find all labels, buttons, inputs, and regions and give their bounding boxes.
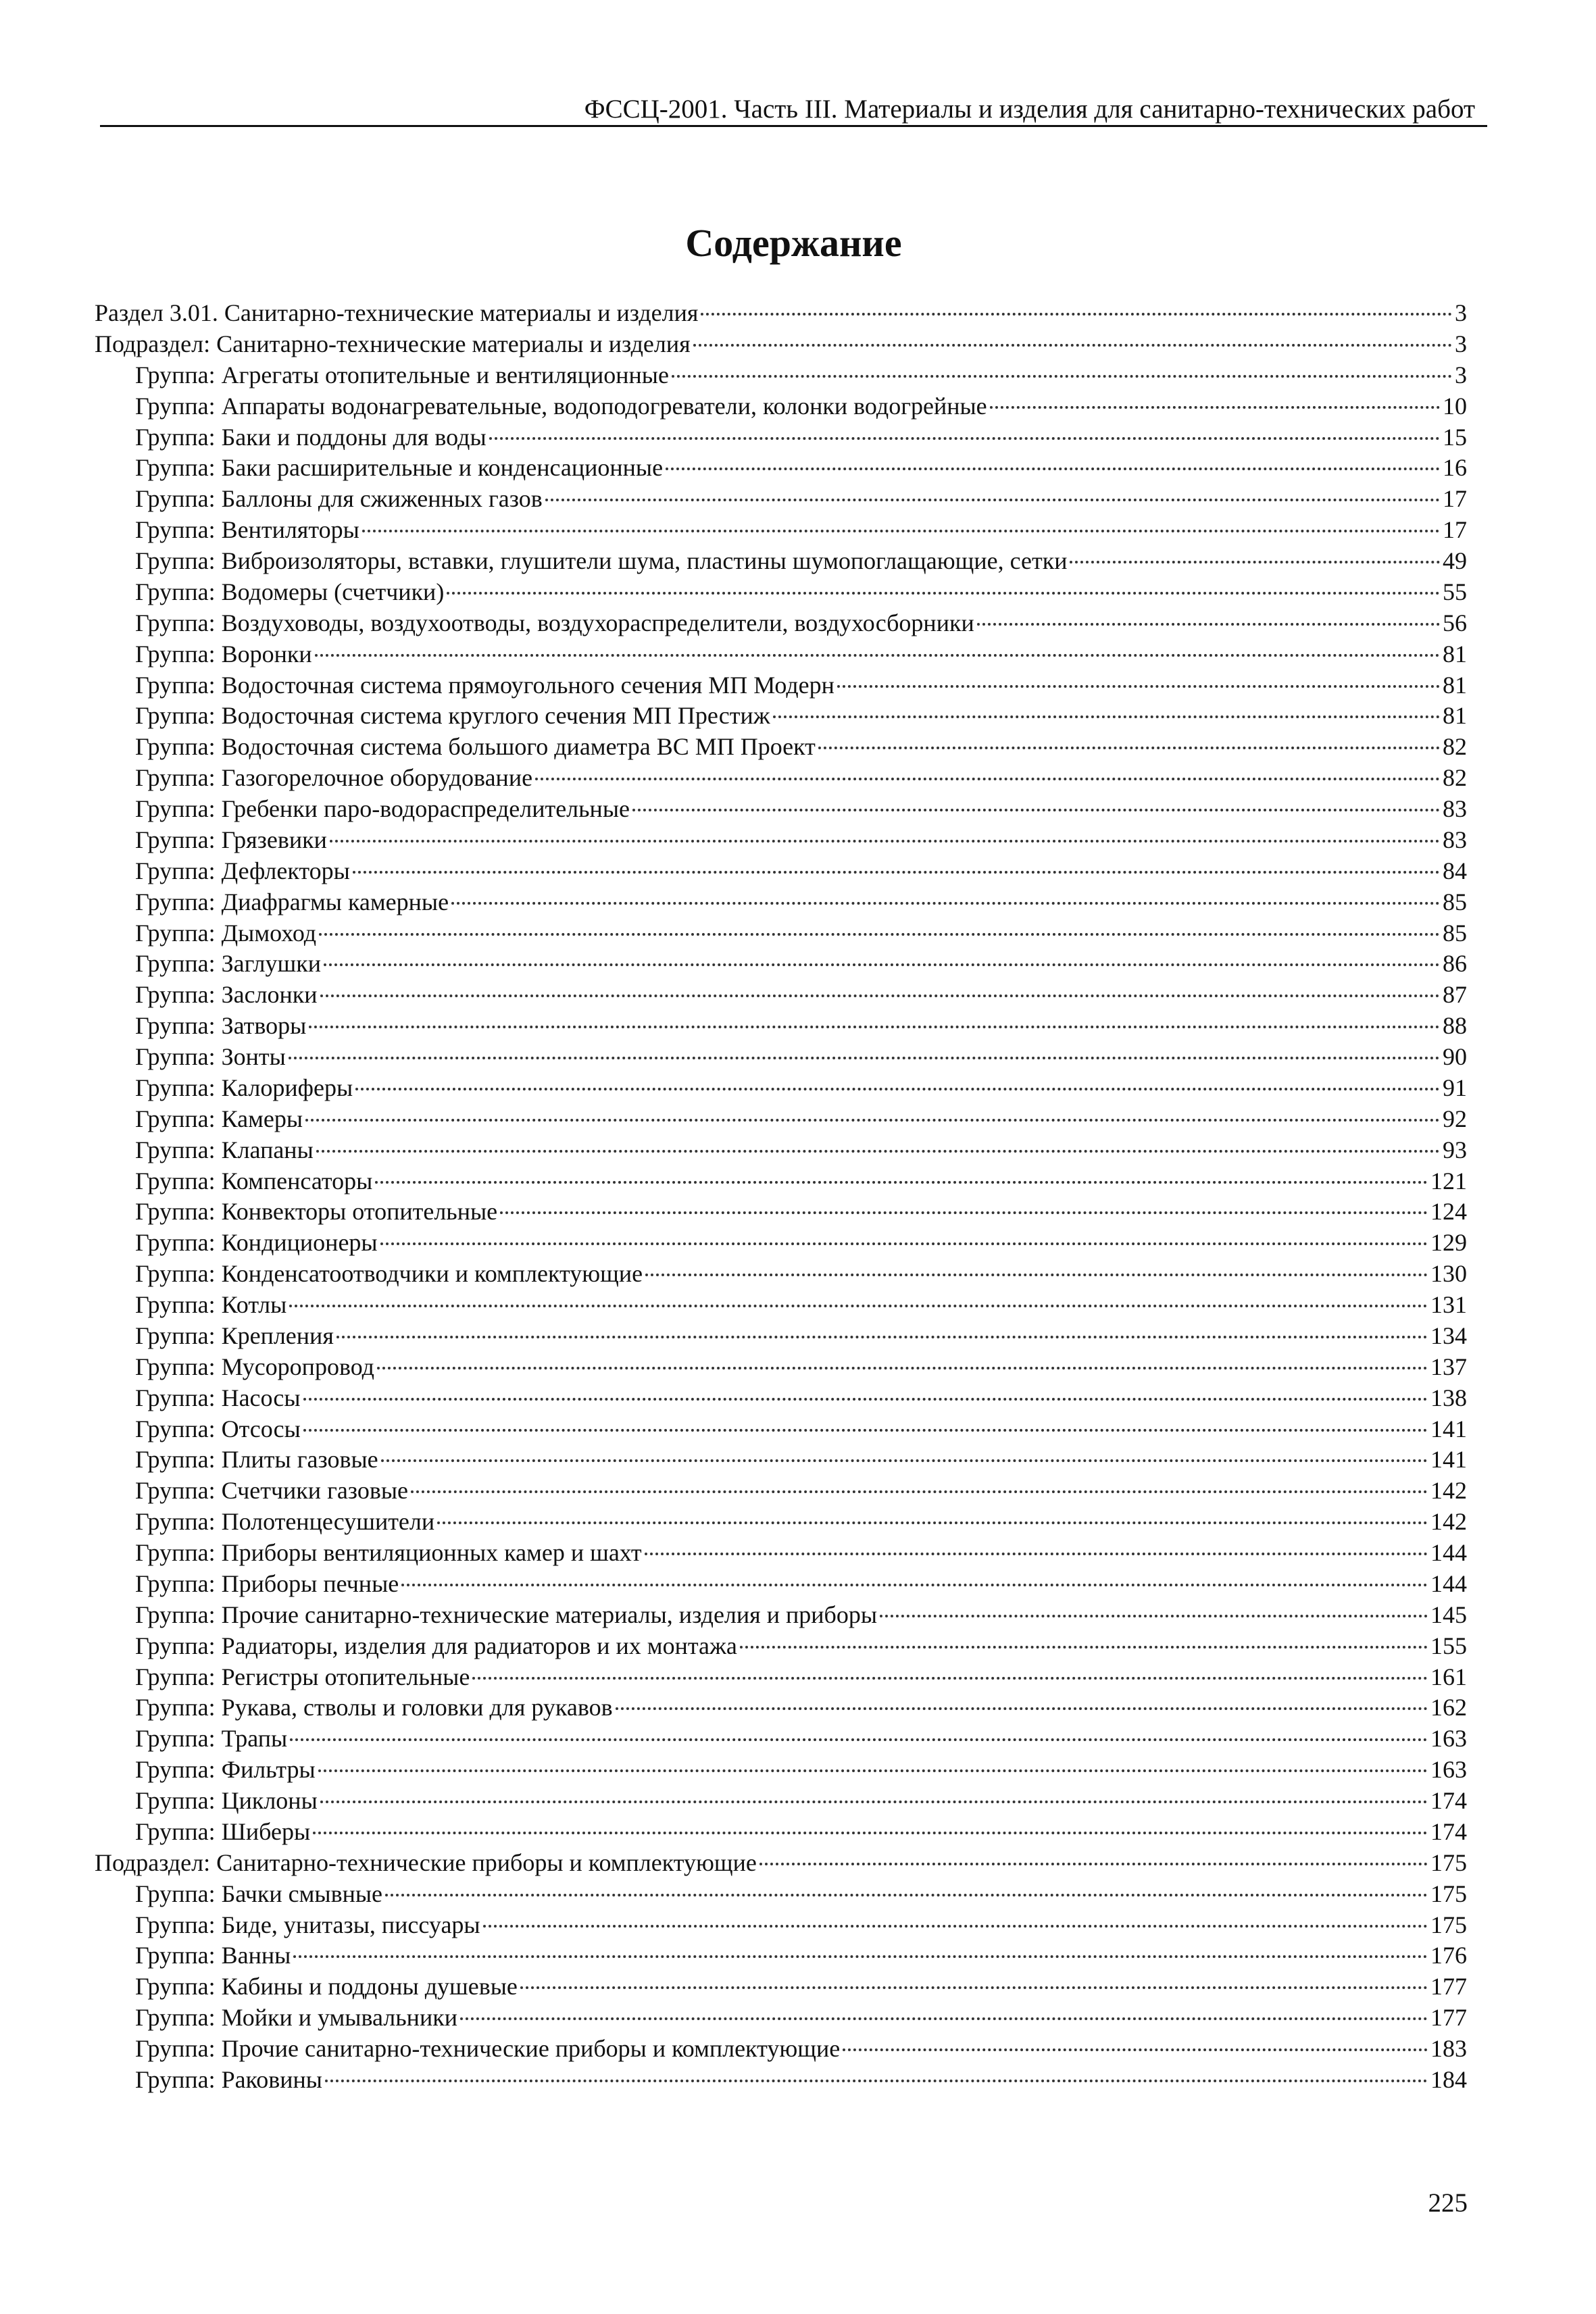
toc-entry-page: 85 <box>1443 888 1467 915</box>
toc-entry-page: 81 <box>1443 671 1467 699</box>
dot-leader <box>320 1801 1428 1803</box>
toc-entry-label: Группа: Газогорелочное оборудование <box>135 764 533 792</box>
toc-entry-label: Группа: Приборы вентиляционных камер и шахт <box>135 1539 642 1566</box>
toc-entry[interactable] <box>95 484 1467 515</box>
toc-entry-page: 175 <box>1430 1911 1467 1938</box>
toc-entry-label: Группа: Компенсаторы <box>135 1167 373 1194</box>
toc-entry-label: Группа: Аппараты водонагревательные, водоподогреватели, колонки водогрейные <box>135 392 987 420</box>
toc-entry-label: Подраздел: Санитарно-технические материалы и изделия <box>95 330 691 357</box>
dot-leader <box>500 1211 1428 1214</box>
toc-entry[interactable] <box>95 329 1467 360</box>
toc-entry[interactable] <box>95 887 1467 918</box>
toc-entry[interactable] <box>95 825 1467 856</box>
toc-entry[interactable] <box>95 546 1467 577</box>
dot-leader <box>381 1459 1428 1462</box>
dot-leader <box>353 871 1440 874</box>
dot-leader <box>336 1336 1428 1338</box>
dot-leader <box>843 2048 1428 2051</box>
toc-entry-label: Группа: Водомеры (счетчики) <box>135 578 445 605</box>
toc-entry-label: Группа: Водосточная система круглого сечения МП Престиж <box>135 702 770 730</box>
toc-entry[interactable] <box>95 608 1467 639</box>
toc-entry-page: 183 <box>1430 2035 1467 2062</box>
toc-entry-label: Группа: Раковины <box>135 2065 322 2093</box>
dot-leader <box>303 1429 1428 1432</box>
dot-leader <box>520 1986 1428 1989</box>
dot-leader <box>645 1274 1428 1276</box>
toc-entry-page: 142 <box>1430 1508 1467 1536</box>
toc-entry[interactable] <box>95 1507 1467 1538</box>
toc-entry[interactable] <box>95 1166 1467 1197</box>
toc-entry-page: 162 <box>1430 1694 1467 1721</box>
dot-leader <box>701 313 1452 316</box>
toc-entry-label: Группа: Воронки <box>135 640 312 668</box>
toc-entry[interactable] <box>95 2065 1467 2096</box>
dot-leader <box>672 375 1452 378</box>
dot-leader <box>401 1584 1428 1586</box>
toc-entry-label: Группа: Баки и поддоны для воды <box>135 423 487 451</box>
toc-entry-page: 184 <box>1430 2065 1467 2093</box>
dot-leader <box>740 1646 1428 1649</box>
toc-entry-page: 55 <box>1443 578 1467 605</box>
toc-entry[interactable] <box>95 1228 1467 1259</box>
toc-entry-label: Группа: Шиберы <box>135 1817 311 1845</box>
dot-leader <box>375 1181 1428 1184</box>
toc-entry-label: Группа: Дымоход <box>135 919 317 947</box>
toc-entry-label: Группа: Заслонки <box>135 981 318 1009</box>
toc-entry-label: Группа: Камеры <box>135 1105 303 1132</box>
toc-entry-label: Группа: Полотенцесушители <box>135 1508 435 1536</box>
toc-entry-page: 129 <box>1430 1229 1467 1257</box>
toc-entry[interactable] <box>95 1414 1467 1445</box>
toc-entry-label: Группа: Регистры отопительные <box>135 1663 470 1690</box>
toc-entry[interactable] <box>95 1662 1467 1693</box>
dot-leader <box>325 2080 1428 2082</box>
toc-entry-page: 176 <box>1430 1942 1467 1969</box>
toc-entry[interactable] <box>95 1538 1467 1569</box>
toc-entry[interactable] <box>95 391 1467 422</box>
toc-entry[interactable] <box>95 1971 1467 2003</box>
toc-entry[interactable] <box>95 1940 1467 1971</box>
dot-leader <box>837 685 1440 688</box>
toc-entry-page: 85 <box>1443 919 1467 947</box>
toc-entry-page: 86 <box>1443 950 1467 978</box>
toc-entry-label: Группа: Прочие санитарно-технические приборы и комплектующие <box>135 2035 841 2062</box>
dot-leader <box>645 1553 1428 1555</box>
toc-entry-page: 81 <box>1443 640 1467 668</box>
toc-entry-page: 174 <box>1430 1787 1467 1814</box>
toc-entry[interactable] <box>95 1290 1467 1321</box>
toc-entry-page: 3 <box>1455 299 1467 326</box>
toc-entry[interactable] <box>95 1444 1467 1476</box>
toc-entry-page: 130 <box>1430 1260 1467 1288</box>
toc-entry-label: Группа: Приборы печные <box>135 1569 399 1597</box>
dot-leader <box>303 1398 1428 1401</box>
toc-entry-page: 131 <box>1430 1291 1467 1318</box>
toc-entry-label: Группа: Мойки и умывальники <box>135 2004 457 2032</box>
toc-entry-label: Группа: Заглушки <box>135 950 321 978</box>
toc-entry-page: 124 <box>1430 1198 1467 1226</box>
toc-entry-label: Группа: Крепления <box>135 1322 334 1349</box>
dot-leader <box>385 1894 1428 1896</box>
toc-entry-label: Группа: Зонты <box>135 1043 286 1070</box>
dot-leader <box>313 1832 1428 1834</box>
toc-entry-label: Группа: Плиты газовые <box>135 1446 378 1474</box>
toc-entry-page: 174 <box>1430 1817 1467 1845</box>
dot-leader <box>289 1057 1440 1059</box>
toc-entry[interactable] <box>95 577 1467 608</box>
toc-entry-page: 142 <box>1430 1477 1467 1505</box>
toc-entry-label: Подраздел: Санитарно-технические приборы и комплектующие <box>95 1848 757 1876</box>
dot-leader <box>460 2017 1428 2020</box>
toc-entry-page: 81 <box>1443 702 1467 730</box>
toc-entry[interactable] <box>95 298 1467 329</box>
toc-entry[interactable] <box>95 1600 1467 1631</box>
toc-entry[interactable] <box>95 1073 1467 1104</box>
toc-entry-label: Группа: Мусоропровод <box>135 1353 374 1380</box>
toc-entry-page: 17 <box>1443 485 1467 513</box>
toc-entry-label: Группа: Радиаторы, изделия для радиаторов и их монтажа <box>135 1632 737 1659</box>
page-title: Содержание <box>685 221 902 265</box>
toc-entry-page: 144 <box>1430 1569 1467 1597</box>
dot-leader <box>362 530 1440 532</box>
dot-leader <box>451 902 1440 905</box>
toc-entry[interactable] <box>95 1569 1467 1600</box>
toc-entry[interactable] <box>95 1476 1467 1507</box>
toc-entry[interactable] <box>95 1011 1467 1042</box>
toc-entry-page: 10 <box>1443 392 1467 420</box>
toc-entry[interactable] <box>95 949 1467 980</box>
dot-leader <box>472 1677 1428 1680</box>
toc-entry-label: Группа: Баллоны для сжиженных газов <box>135 485 543 513</box>
dot-leader <box>437 1521 1428 1524</box>
toc-entry-label: Группа: Отсосы <box>135 1415 301 1442</box>
toc-entry-label: Группа: Калориферы <box>135 1074 353 1101</box>
dot-leader <box>330 840 1440 842</box>
dot-leader <box>319 933 1440 936</box>
toc-entry-label: Группа: Котлы <box>135 1291 287 1318</box>
toc-entry[interactable] <box>95 1817 1467 1848</box>
dot-leader <box>309 1026 1440 1028</box>
toc-entry-page: 141 <box>1430 1446 1467 1474</box>
toc-entry-label: Группа: Бачки смывные <box>135 1880 383 1907</box>
dot-leader <box>377 1367 1428 1369</box>
toc-entry-label: Группа: Трапы <box>135 1725 288 1753</box>
dot-leader <box>693 344 1452 347</box>
toc-entry-page: 82 <box>1443 764 1467 792</box>
toc-entry[interactable] <box>95 1755 1467 1786</box>
toc-entry-page: 83 <box>1443 826 1467 853</box>
dot-leader <box>290 1738 1428 1741</box>
toc-entry-page: 87 <box>1443 981 1467 1009</box>
toc-entry-label: Группа: Фильтры <box>135 1756 316 1784</box>
dot-leader <box>316 1150 1440 1153</box>
toc-entry-page: 177 <box>1430 1973 1467 2001</box>
toc-entry-label: Группа: Кондиционеры <box>135 1229 378 1257</box>
toc-entry-page: 91 <box>1443 1074 1467 1101</box>
dot-leader <box>320 995 1440 997</box>
toc-entry-page: 137 <box>1430 1353 1467 1380</box>
toc-entry-label: Группа: Водосточная система прямоугольного сечения МП Модерн <box>135 671 834 699</box>
toc-entry-page: 93 <box>1443 1136 1467 1163</box>
dot-leader <box>545 499 1440 501</box>
toc-entry-page: 175 <box>1430 1848 1467 1876</box>
toc-entry-page: 49 <box>1443 547 1467 574</box>
dot-leader <box>489 437 1440 440</box>
toc-entry[interactable] <box>95 360 1467 391</box>
toc-entry-label: Группа: Грязевики <box>135 826 327 853</box>
toc-entry-page: 155 <box>1430 1632 1467 1659</box>
toc-entry[interactable] <box>95 515 1467 546</box>
toc-entry[interactable] <box>95 1631 1467 1662</box>
dot-leader <box>990 406 1440 409</box>
toc-entry-label: Раздел 3.01. Санитарно-технические материалы и изделия <box>95 299 699 326</box>
dot-leader <box>289 1305 1428 1307</box>
toc-entry[interactable] <box>95 732 1467 763</box>
toc-entry-label: Группа: Прочие санитарно-технические материалы, изделия и приборы <box>135 1601 878 1628</box>
toc-entry-label: Группа: Ванны <box>135 1942 291 1969</box>
toc-entry-page: 84 <box>1443 857 1467 884</box>
dot-leader <box>324 963 1440 966</box>
toc-entry[interactable] <box>95 794 1467 825</box>
toc-entry-label: Группа: Агрегаты отопительные и вентиляционные <box>135 361 669 388</box>
dot-leader <box>380 1242 1428 1245</box>
toc-entry-label: Группа: Дефлекторы <box>135 857 350 884</box>
toc-entry[interactable] <box>95 1135 1467 1166</box>
toc-entry-page: 134 <box>1430 1322 1467 1349</box>
toc-entry[interactable] <box>95 1104 1467 1135</box>
dot-leader <box>632 809 1440 811</box>
toc-entry[interactable] <box>95 763 1467 794</box>
toc-entry[interactable] <box>95 856 1467 887</box>
toc-entry-page: 144 <box>1430 1539 1467 1566</box>
table-of-contents <box>95 298 1467 2096</box>
toc-entry-page: 3 <box>1455 330 1467 357</box>
toc-entry[interactable] <box>95 1724 1467 1755</box>
toc-entry-label: Группа: Рукава, стволы и головки для рукавов <box>135 1694 613 1721</box>
toc-entry-label: Группа: Циклоны <box>135 1787 318 1814</box>
toc-entry[interactable] <box>95 1352 1467 1383</box>
dot-leader <box>315 654 1440 657</box>
toc-entry-page: 17 <box>1443 516 1467 544</box>
toc-entry-label: Группа: Кабины и поддоны душевые <box>135 1973 518 2001</box>
toc-entry-label: Группа: Биде, унитазы, писсуары <box>135 1911 480 1938</box>
running-header <box>100 92 1487 127</box>
toc-entry[interactable] <box>95 1197 1467 1228</box>
dot-leader <box>305 1119 1440 1122</box>
toc-entry-page: 163 <box>1430 1725 1467 1753</box>
dot-leader <box>293 1955 1428 1958</box>
toc-entry-page: 163 <box>1430 1756 1467 1784</box>
toc-entry-page: 3 <box>1455 361 1467 388</box>
dot-leader <box>447 592 1440 595</box>
dot-leader <box>880 1615 1428 1617</box>
toc-entry-page: 88 <box>1443 1012 1467 1040</box>
running-header-text: ФССЦ-2001. Часть III. Материалы и изделия для санитарно-технических работ <box>584 95 1475 124</box>
toc-entry[interactable] <box>95 701 1467 732</box>
dot-leader <box>411 1490 1428 1493</box>
toc-entry[interactable] <box>95 2003 1467 2034</box>
toc-entry-page: 15 <box>1443 423 1467 451</box>
toc-entry[interactable] <box>95 422 1467 453</box>
dot-leader <box>977 623 1440 626</box>
toc-entry-label: Группа: Баки расширительные и конденсационные <box>135 454 664 482</box>
toc-entry[interactable] <box>95 639 1467 670</box>
toc-entry-label: Группа: Гребенки паро-водораспределительные <box>135 795 630 822</box>
toc-entry[interactable] <box>95 1879 1467 1910</box>
dot-leader <box>535 778 1440 780</box>
toc-entry[interactable] <box>95 453 1467 484</box>
toc-entry-label: Группа: Вентиляторы <box>135 516 359 544</box>
toc-entry-label: Группа: Клапаны <box>135 1136 314 1163</box>
toc-entry-page: 145 <box>1430 1601 1467 1628</box>
toc-entry[interactable] <box>95 670 1467 701</box>
dot-leader <box>1070 561 1440 563</box>
toc-entry-page: 161 <box>1430 1663 1467 1690</box>
toc-entry[interactable] <box>95 1321 1467 1352</box>
dot-leader <box>616 1707 1428 1710</box>
toc-entry[interactable] <box>95 1786 1467 1817</box>
toc-entry-label: Группа: Счетчики газовые <box>135 1477 408 1505</box>
toc-entry[interactable] <box>95 1910 1467 1941</box>
dot-leader <box>666 468 1440 470</box>
toc-entry-page: 56 <box>1443 609 1467 636</box>
dot-leader <box>759 1863 1428 1865</box>
dot-leader <box>818 747 1440 749</box>
toc-entry[interactable] <box>95 1259 1467 1290</box>
toc-entry[interactable] <box>95 918 1467 949</box>
toc-entry-page: 92 <box>1443 1105 1467 1132</box>
dot-leader <box>318 1769 1428 1772</box>
toc-entry-label: Группа: Затворы <box>135 1012 307 1040</box>
dot-leader <box>773 715 1440 718</box>
toc-entry[interactable] <box>95 1042 1467 1073</box>
toc-entry-label: Группа: Конденсатоотводчики и комплектующие <box>135 1260 643 1288</box>
toc-entry-page: 16 <box>1443 454 1467 482</box>
page-number: 225 <box>1428 2188 1468 2217</box>
toc-entry-label: Группа: Конвекторы отопительные <box>135 1198 498 1226</box>
toc-entry-label: Группа: Водосточная система большого диаметра ВС МП Проект <box>135 733 816 761</box>
toc-entry-page: 83 <box>1443 795 1467 822</box>
toc-entry-page: 138 <box>1430 1384 1467 1411</box>
toc-entry-page: 82 <box>1443 733 1467 761</box>
toc-entry-label: Группа: Воздуховоды, воздухоотводы, воздухораспределители, воздухосборники <box>135 609 974 636</box>
toc-entry[interactable] <box>95 980 1467 1011</box>
toc-entry-page: 175 <box>1430 1880 1467 1907</box>
toc-entry[interactable] <box>95 1383 1467 1414</box>
toc-entry[interactable] <box>95 2034 1467 2065</box>
toc-entry[interactable] <box>95 1848 1467 1879</box>
toc-entry-page: 90 <box>1443 1043 1467 1070</box>
dot-leader <box>355 1088 1440 1090</box>
toc-entry-page: 177 <box>1430 2004 1467 2032</box>
toc-entry-label: Группа: Насосы <box>135 1384 301 1411</box>
toc-entry[interactable] <box>95 1692 1467 1724</box>
dot-leader <box>483 1925 1428 1928</box>
toc-entry-label: Группа: Диафрагмы камерные <box>135 888 449 915</box>
toc-entry-page: 121 <box>1430 1167 1467 1194</box>
toc-entry-label: Группа: Виброизоляторы, вставки, глушители шума, пластины шумопоглащающие, сетки <box>135 547 1068 574</box>
toc-entry-page: 141 <box>1430 1415 1467 1442</box>
